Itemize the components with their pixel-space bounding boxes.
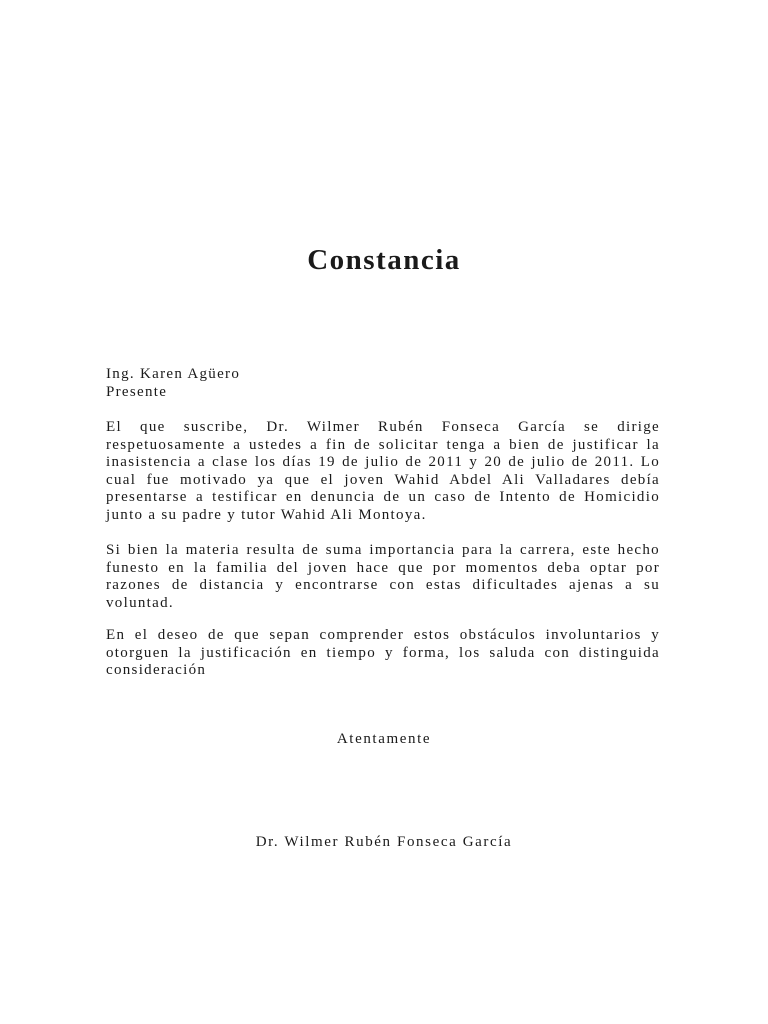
paragraph-request: El que suscribe, Dr. Wilmer Rubén Fonseca García se dirige respetuosamente a ustedes a fin de solicitar tenga a bien de justificar la inasistencia a clase los días 19 de julio de 2011 y 20 de julio de 2011. Lo cual fue motivado ya que el joven Wahid Abdel Ali Valladares debía presentarse a testificar en denuncia de un caso de Intento de Homicidio junto a su padre y tutor Wahid Ali Montoya. [106, 419, 660, 523]
paragraph-farewell: En el deseo de que sepan comprender estos obstáculos involuntarios y otorguen la justificación en tiempo y forma, los saluda con distinguida consideración [106, 627, 660, 678]
recipient-name: Ing. Karen Agüero [106, 366, 241, 382]
recipient-block [106, 366, 660, 401]
recipient-salutation: Presente [106, 383, 168, 400]
signature-name: Dr. Wilmer Rubén Fonseca García [255, 834, 513, 850]
document-title: Constancia [307, 244, 461, 276]
closing-text: Atentamente [336, 731, 432, 747]
paragraph-justification: Si bien la materia resulta de suma importancia para la carrera, este hecho funesto en la familia del joven hace que por momentos deba optar por razones de distancia y encontrarse con estas dificultades ajenas a su voluntad. [106, 542, 660, 611]
